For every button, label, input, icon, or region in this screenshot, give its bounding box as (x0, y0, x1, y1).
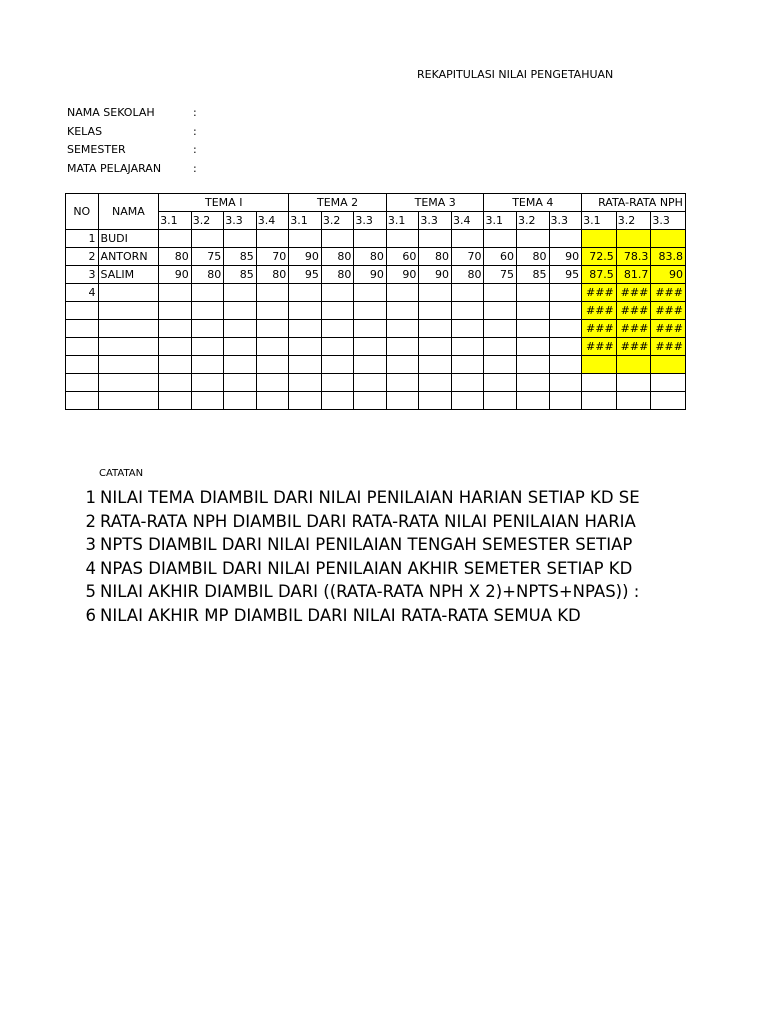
cell-score[interactable] (191, 392, 224, 410)
cell-score[interactable] (419, 338, 452, 356)
cell-score[interactable] (354, 230, 387, 248)
cell-score[interactable] (517, 338, 550, 356)
cell-score[interactable] (256, 374, 289, 392)
cell-score[interactable]: 90 (386, 266, 419, 284)
note-text: RATA-RATA NPH DIAMBIL DARI RATA-RATA NILAI PENILAIAN HARIA (100, 511, 636, 531)
note-text: NILAI AKHIR DIAMBIL DARI ((RATA-RATA NPH X 2)+NPTS+NPAS)) : (100, 582, 640, 601)
cell-rata-rata-nph[interactable]: 90 (651, 266, 686, 284)
cell-no[interactable]: 3 (66, 266, 99, 284)
header-kd: 3.3 (354, 212, 387, 230)
cell-score[interactable] (484, 284, 517, 302)
cell-nama[interactable]: BUDI (98, 230, 159, 248)
cell-rata-rata-nph[interactable]: ### (616, 338, 651, 356)
cell-score[interactable] (419, 356, 452, 374)
header-kd: 3.1 (386, 212, 419, 230)
cell-score[interactable] (517, 374, 550, 392)
cell-score[interactable]: 85 (224, 266, 257, 284)
cell-score[interactable] (451, 284, 484, 302)
cell-rata-rata-nph[interactable]: ### (651, 338, 686, 356)
info-row-mata-pelajaran (67, 160, 197, 179)
cell-score[interactable] (517, 356, 550, 374)
cell-score[interactable] (224, 284, 257, 302)
cell-no[interactable] (66, 356, 99, 374)
cell-nama[interactable] (98, 302, 159, 320)
header-kd: 3.1 (582, 212, 617, 230)
cell-rata-rata-nph[interactable]: 72.5 (582, 248, 617, 266)
cell-score[interactable] (484, 302, 517, 320)
cell-score[interactable] (484, 374, 517, 392)
cell-score[interactable] (517, 230, 550, 248)
cell-score[interactable] (419, 284, 452, 302)
cell-rata-rata-nph[interactable] (616, 392, 651, 410)
cell-nama[interactable] (98, 320, 159, 338)
header-tema-3: TEMA 3 (386, 194, 484, 212)
note-number: 3 (85, 535, 96, 554)
header-tema-4: TEMA 4 (484, 194, 582, 212)
cell-score[interactable] (451, 392, 484, 410)
cell-score[interactable] (289, 392, 322, 410)
cell-score[interactable] (289, 320, 322, 338)
cell-rata-rata-nph[interactable] (651, 374, 686, 392)
cell-score[interactable] (321, 392, 354, 410)
cell-score[interactable] (159, 320, 192, 338)
cell-rata-rata-nph[interactable] (582, 356, 617, 374)
cell-score[interactable] (451, 302, 484, 320)
cell-score[interactable] (256, 392, 289, 410)
cell-rata-rata-nph[interactable]: ### (616, 302, 651, 320)
cell-score[interactable]: 95 (289, 266, 322, 284)
cell-score[interactable]: 60 (484, 248, 517, 266)
cell-nama[interactable]: ANTORN (98, 248, 159, 266)
header-kd: 3.4 (256, 212, 289, 230)
report-title: REKAPITULASI NILAI PENGETAHUAN (417, 68, 614, 81)
cell-score[interactable] (549, 374, 582, 392)
catatan-label: CATATAN (99, 468, 144, 479)
cell-score[interactable] (224, 392, 257, 410)
cell-score[interactable] (321, 230, 354, 248)
cell-score[interactable] (354, 284, 387, 302)
cell-score[interactable] (224, 320, 257, 338)
cell-score[interactable] (191, 338, 224, 356)
cell-nama[interactable] (98, 392, 159, 410)
cell-rata-rata-nph[interactable]: 83.8 (651, 248, 686, 266)
cell-score[interactable]: 75 (191, 248, 224, 266)
note-text: NILAI AKHIR MP DIAMBIL DARI NILAI RATA-RATA SEMUA KD (100, 605, 581, 625)
cell-score[interactable] (321, 374, 354, 392)
cell-rata-rata-nph[interactable] (616, 374, 651, 392)
cell-score[interactable] (256, 284, 289, 302)
header-kd: 3.3 (224, 212, 257, 230)
info-colon: : (193, 124, 197, 138)
cell-score[interactable]: 90 (419, 266, 452, 284)
cell-score[interactable] (517, 284, 550, 302)
cell-score[interactable] (256, 320, 289, 338)
cell-nama[interactable] (98, 284, 159, 302)
cell-score[interactable] (549, 356, 582, 374)
info-label: MATA PELAJARAN (67, 161, 162, 175)
header-no: NO (66, 194, 99, 230)
info-colon: : (193, 143, 197, 156)
cell-score[interactable] (289, 230, 322, 248)
cell-no[interactable] (66, 302, 99, 320)
cell-score[interactable] (224, 374, 257, 392)
cell-rata-rata-nph[interactable] (616, 230, 651, 248)
info-colon: : (193, 161, 197, 175)
cell-score[interactable] (289, 338, 322, 356)
cell-rata-rata-nph[interactable]: 81.7 (616, 266, 651, 284)
cell-rata-rata-nph[interactable]: 87.5 (582, 266, 617, 284)
cell-score[interactable] (549, 302, 582, 320)
cell-rata-rata-nph[interactable] (616, 356, 651, 374)
header-kd: 3.2 (191, 212, 224, 230)
cell-score[interactable]: 75 (484, 266, 517, 284)
cell-rata-rata-nph[interactable]: ### (582, 320, 617, 338)
header-tema-2: TEMA 2 (289, 194, 387, 212)
note-item (84, 580, 700, 604)
cell-score[interactable] (386, 230, 419, 248)
school-info (67, 104, 197, 178)
cell-score[interactable] (484, 230, 517, 248)
cell-score[interactable] (289, 284, 322, 302)
header-row-groups (66, 194, 686, 212)
cell-score[interactable] (517, 392, 550, 410)
cell-score[interactable] (224, 302, 257, 320)
cell-rata-rata-nph[interactable]: ### (582, 302, 617, 320)
header-nama: NAMA (98, 194, 159, 230)
cell-score[interactable] (484, 356, 517, 374)
note-text: NPTS DIAMBIL DARI NILAI PENILAIAN TENGAH SEMESTER SETIAP (100, 535, 633, 554)
cell-score[interactable]: 70 (451, 248, 484, 266)
header-kd: 3.2 (321, 212, 354, 230)
cell-score[interactable] (191, 230, 224, 248)
cell-score[interactable] (321, 302, 354, 320)
cell-score[interactable] (159, 230, 192, 248)
cell-score[interactable] (289, 356, 322, 374)
cell-score[interactable] (354, 320, 387, 338)
cell-rata-rata-nph[interactable] (582, 392, 617, 410)
cell-score[interactable]: 80 (419, 248, 452, 266)
note-text: NPAS DIAMBIL DARI NILAI PENILAIAN AKHIR SEMETER SETIAP KD (100, 558, 633, 578)
cell-score[interactable] (321, 284, 354, 302)
cell-score[interactable] (386, 320, 419, 338)
note-number: 4 (85, 558, 96, 578)
cell-score[interactable] (419, 392, 452, 410)
cell-score[interactable] (451, 356, 484, 374)
cell-score[interactable] (159, 284, 192, 302)
cell-score[interactable] (549, 230, 582, 248)
header-kd: 3.1 (159, 212, 192, 230)
header-kd: 3.3 (549, 212, 582, 230)
cell-score[interactable] (256, 338, 289, 356)
cell-score[interactable] (451, 320, 484, 338)
cell-score[interactable] (256, 356, 289, 374)
cell-score[interactable] (224, 338, 257, 356)
cell-score[interactable] (419, 230, 452, 248)
header-kd: 3.1 (484, 212, 517, 230)
cell-score[interactable] (451, 230, 484, 248)
cell-rata-rata-nph[interactable] (582, 230, 617, 248)
table-row (66, 230, 686, 248)
cell-score[interactable] (289, 302, 322, 320)
cell-rata-rata-nph[interactable]: 78.3 (616, 248, 651, 266)
cell-score[interactable] (354, 302, 387, 320)
cell-score[interactable]: 70 (256, 248, 289, 266)
cell-nama[interactable] (98, 374, 159, 392)
table-row (66, 392, 686, 410)
table-row (66, 338, 686, 356)
cell-score[interactable] (484, 320, 517, 338)
cell-score[interactable]: 90 (289, 248, 322, 266)
header-kd: 3.3 (651, 212, 686, 230)
cell-rata-rata-nph[interactable]: ### (651, 284, 686, 302)
cell-score[interactable]: 95 (549, 266, 582, 284)
cell-score[interactable] (321, 356, 354, 374)
cell-score[interactable] (321, 338, 354, 356)
cell-rata-rata-nph[interactable]: ### (582, 284, 617, 302)
cell-score[interactable]: 80 (321, 248, 354, 266)
cell-score[interactable] (451, 338, 484, 356)
cell-no[interactable] (66, 320, 99, 338)
cell-score[interactable] (159, 392, 192, 410)
cell-score[interactable]: 80 (517, 248, 550, 266)
note-text: NILAI TEMA DIAMBIL DARI NILAI PENILAIAN HARIAN SETIAP KD SE (100, 488, 640, 507)
table-row (66, 302, 686, 320)
cell-score[interactable] (354, 338, 387, 356)
cell-rata-rata-nph[interactable] (651, 392, 686, 410)
cell-score[interactable] (159, 302, 192, 320)
cell-score[interactable] (451, 374, 484, 392)
cell-score[interactable] (419, 374, 452, 392)
cell-score[interactable] (484, 338, 517, 356)
cell-score[interactable] (354, 374, 387, 392)
cell-rata-rata-nph[interactable] (582, 374, 617, 392)
table-row (66, 248, 686, 266)
cell-score[interactable] (191, 374, 224, 392)
info-row-nama-sekolah (67, 104, 197, 123)
cell-score[interactable] (191, 302, 224, 320)
cell-score[interactable]: 80 (451, 266, 484, 284)
cell-score[interactable]: 60 (386, 248, 419, 266)
notes-list (84, 486, 700, 627)
note-item (84, 533, 700, 557)
note-item (84, 557, 700, 581)
cell-score[interactable]: 90 (354, 266, 387, 284)
cell-score[interactable] (354, 392, 387, 410)
cell-score[interactable] (159, 374, 192, 392)
cell-no[interactable]: 2 (66, 248, 99, 266)
cell-score[interactable]: 80 (354, 248, 387, 266)
cell-no[interactable] (66, 374, 99, 392)
cell-no[interactable] (66, 392, 99, 410)
cell-rata-rata-nph[interactable] (651, 356, 686, 374)
cell-rata-rata-nph[interactable]: ### (616, 320, 651, 338)
table-row (66, 266, 686, 284)
cell-score[interactable] (419, 320, 452, 338)
info-row-kelas (67, 123, 197, 142)
cell-score[interactable]: 90 (159, 266, 192, 284)
note-number: 6 (85, 605, 96, 625)
cell-score[interactable] (224, 230, 257, 248)
table-row (66, 356, 686, 374)
grade-table (65, 193, 686, 410)
cell-score[interactable]: 85 (517, 266, 550, 284)
cell-score[interactable] (159, 356, 192, 374)
cell-score[interactable] (517, 302, 550, 320)
cell-rata-rata-nph[interactable]: ### (651, 320, 686, 338)
note-item (84, 510, 700, 534)
cell-score[interactable]: 80 (159, 248, 192, 266)
grade-table-viewport (65, 193, 686, 431)
cell-rata-rata-nph[interactable] (651, 230, 686, 248)
cell-score[interactable] (159, 338, 192, 356)
info-label: NAMA SEKOLAH (67, 106, 155, 119)
header-kd: 3.2 (616, 212, 651, 230)
header-kd: 3.3 (419, 212, 452, 230)
cell-score[interactable] (549, 392, 582, 410)
cell-nama[interactable] (98, 356, 159, 374)
cell-score[interactable] (256, 302, 289, 320)
header-row-kd (66, 212, 686, 230)
cell-score[interactable] (321, 320, 354, 338)
cell-score[interactable] (549, 284, 582, 302)
header-kd: 3.4 (451, 212, 484, 230)
cell-no[interactable]: 4 (66, 284, 99, 302)
note-number: 2 (85, 511, 96, 531)
cell-score[interactable] (386, 338, 419, 356)
cell-no[interactable]: 1 (66, 230, 99, 248)
header-rata-rata-nph: RATA-RATA NPH (582, 194, 686, 212)
note-number: 1 (85, 488, 96, 507)
cell-score[interactable]: 85 (224, 248, 257, 266)
info-colon: : (193, 106, 197, 119)
cell-score[interactable]: 80 (321, 266, 354, 284)
cell-score[interactable] (191, 320, 224, 338)
cell-score[interactable] (191, 356, 224, 374)
cell-rata-rata-nph[interactable]: ### (616, 284, 651, 302)
cell-score[interactable] (386, 374, 419, 392)
info-label: KELAS (67, 124, 103, 138)
cell-rata-rata-nph[interactable]: ### (651, 302, 686, 320)
cell-score[interactable] (256, 230, 289, 248)
cell-score[interactable]: 80 (191, 266, 224, 284)
note-item (84, 486, 700, 510)
cell-score[interactable] (224, 356, 257, 374)
cell-score[interactable] (419, 302, 452, 320)
header-kd: 3.2 (517, 212, 550, 230)
cell-rata-rata-nph[interactable]: ### (582, 338, 617, 356)
info-row-semester (67, 141, 197, 160)
cell-nama[interactable] (98, 338, 159, 356)
cell-score[interactable] (386, 302, 419, 320)
cell-score[interactable]: 80 (256, 266, 289, 284)
note-item (84, 604, 700, 628)
cell-score[interactable] (386, 392, 419, 410)
header-tema-1: TEMA I (159, 194, 289, 212)
cell-score[interactable]: 90 (549, 248, 582, 266)
cell-score[interactable] (517, 320, 550, 338)
cell-score[interactable] (354, 356, 387, 374)
table-row (66, 320, 686, 338)
cell-score[interactable] (549, 338, 582, 356)
cell-score[interactable] (386, 356, 419, 374)
cell-score[interactable] (549, 320, 582, 338)
table-row (66, 374, 686, 392)
info-label: SEMESTER (67, 143, 126, 156)
cell-score[interactable] (191, 284, 224, 302)
cell-score[interactable] (484, 392, 517, 410)
cell-score[interactable] (289, 374, 322, 392)
table-row (66, 284, 686, 302)
cell-no[interactable] (66, 338, 99, 356)
cell-score[interactable] (386, 284, 419, 302)
header-kd: 3.1 (289, 212, 322, 230)
note-number: 5 (85, 582, 96, 601)
cell-nama[interactable]: SALIM (98, 266, 159, 284)
